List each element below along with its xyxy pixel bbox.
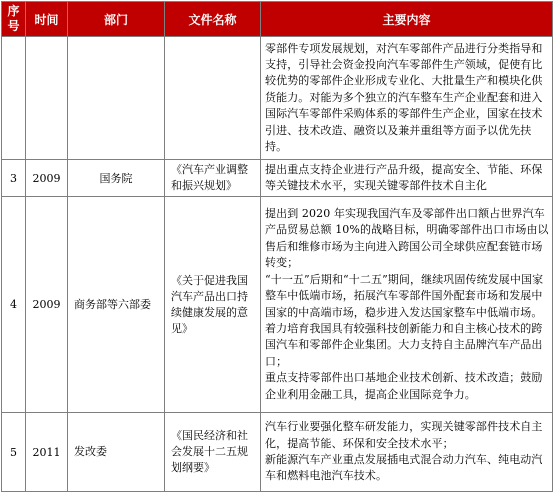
content-paragraph: 提出重点支持企业进行产品升级，提高安全、节能、环保等关键技术水平，实现关键零部件技术自主化 xyxy=(265,162,543,192)
cell-time: 2011 xyxy=(26,413,68,492)
table-row xyxy=(2,160,553,197)
table-row xyxy=(2,37,553,160)
cell-content xyxy=(261,37,553,160)
cell-seq xyxy=(2,37,26,160)
header-time: 时间 xyxy=(26,2,68,37)
header-seq xyxy=(2,2,26,37)
table-header-row xyxy=(2,2,553,37)
table-row xyxy=(2,197,553,413)
cell-time: 2009 xyxy=(26,197,68,413)
cell-seq: 3 xyxy=(2,160,26,197)
content-paragraph: “十一五”后期和“十二五”期间，继续巩固传统发展中国家整车中低端市场，拓展汽车零部件国外配套市场和发展中国家的中高端市场，稳步进入发达国家整车中低端市场。着力培育我国具有较强科技创新能力和自主核心技术的跨国汽车和零部件企业集团。大力支持自主品牌汽车产品出口； xyxy=(265,272,544,368)
cell-dept: 发改委 xyxy=(68,413,165,492)
cell-time: 2009 xyxy=(26,160,68,197)
header-dept: 部门 xyxy=(68,2,165,37)
cell-doc xyxy=(165,37,261,160)
cell-seq: 5 xyxy=(2,413,26,492)
content-paragraph: 新能源汽车产业重点发展插电式混合动力汽车、纯电动汽车和燃料电池汽车技术。 xyxy=(265,453,543,483)
cell-doc: 《国民经济和社会发展十二五规划纲要》 xyxy=(165,413,261,492)
header-content: 主要内容 xyxy=(261,2,553,37)
policy-table xyxy=(1,1,553,492)
cell-dept xyxy=(68,37,165,160)
cell-dept: 商务部等六部委 xyxy=(68,197,165,413)
cell-content xyxy=(261,160,553,197)
cell-seq: 4 xyxy=(2,197,26,413)
content-paragraph: 汽车行业要强化整车研发能力，实现关键零部件技术自主化，提高节能、环保和安全技术水平； xyxy=(265,420,543,450)
header-doc: 文件名称 xyxy=(165,2,261,37)
header-seq-line2: 号 xyxy=(7,19,20,33)
cell-time xyxy=(26,37,68,160)
cell-doc: 《汽车产业调整和振兴规划》 xyxy=(165,160,261,197)
content-paragraph: 重点支持零部件出口基地企业技术创新、技术改造；鼓励企业利用金融工具，提高企业国际竞争力。 xyxy=(265,371,543,401)
cell-content xyxy=(261,197,553,413)
content-paragraph: 零部件专项发展规划，对汽车零部件产品进行分类指导和支持，引导社会资金投向汽车零部件生产领域，促使有比较优势的零部件企业形成专业化、大批量生产和模块化供货能力。对能为多个独立的汽车整车生产企业配套和进入国际汽车零部件采购体系的零部件生产企业，国家在技术引进、技术改造、融资以及兼并重组等方面予以优先扶持。 xyxy=(265,41,543,154)
cell-dept: 国务院 xyxy=(68,160,165,197)
cell-doc: 《关于促进我国汽车产品出口持续健康发展的意见》 xyxy=(165,197,261,413)
header-seq-line1: 序 xyxy=(7,4,20,18)
content-paragraph: 提出到 2020 年实现我国汽车及零部件出口额占世界汽车产品贸易总额 10%的战略目标，明确零部件出口市场由以售后和维修市场为主向进入跨国公司全球供应配套链市场转变； xyxy=(265,207,549,270)
policy-table-container xyxy=(1,1,552,492)
table-row xyxy=(2,413,553,492)
cell-content xyxy=(261,413,553,492)
